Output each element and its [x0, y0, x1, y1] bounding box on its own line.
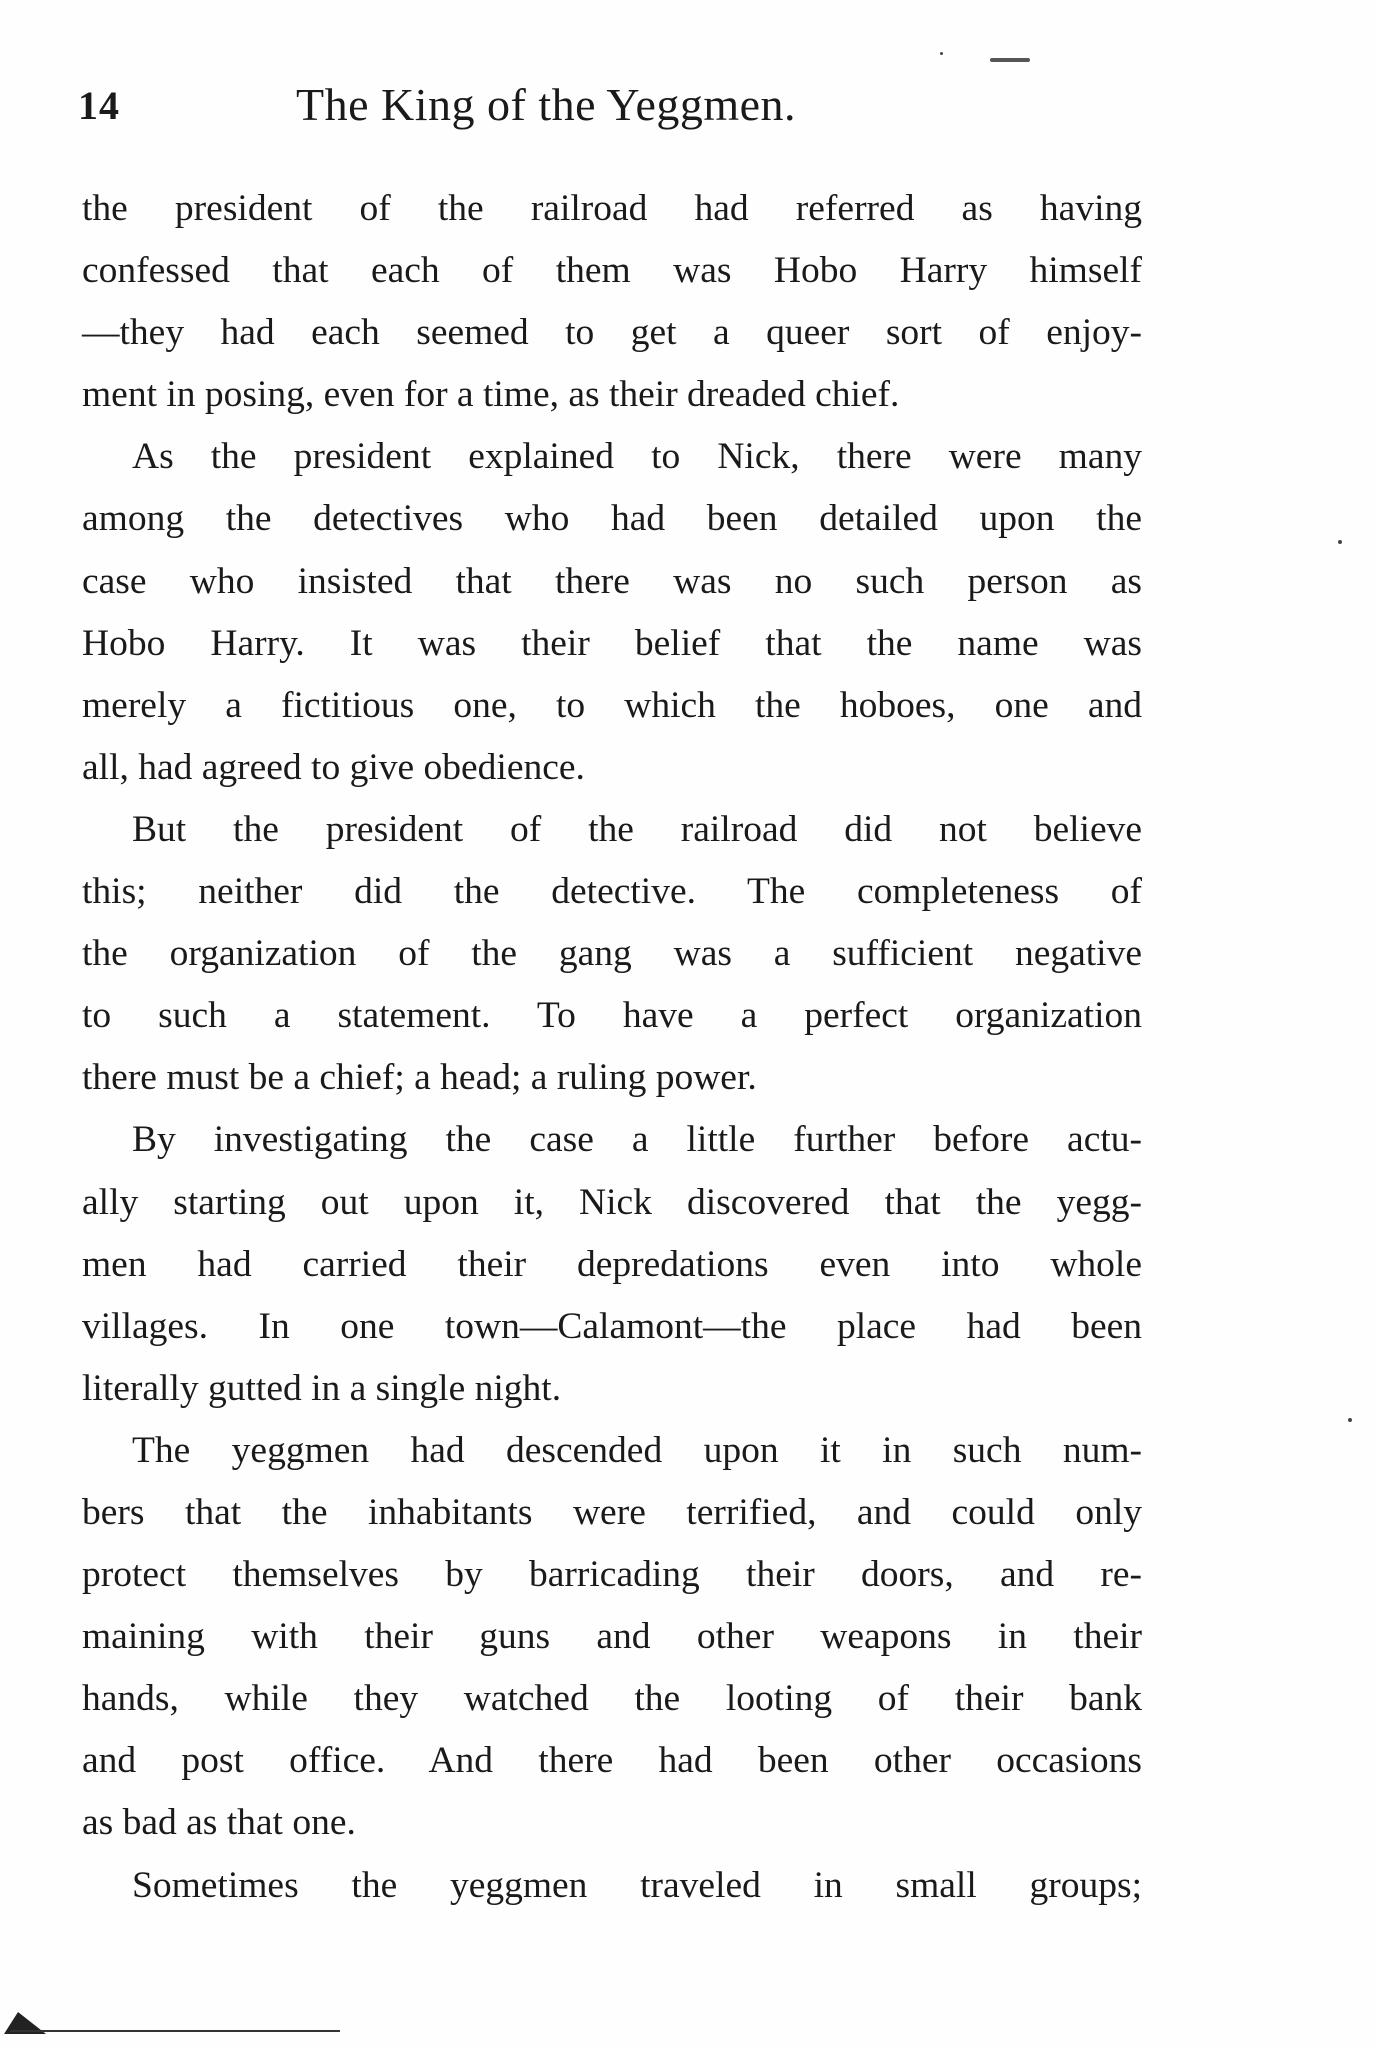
ink-speck [940, 52, 943, 55]
text-line: ally starting out upon it, Nick discovered that the yegg- [82, 1181, 1142, 1223]
text-line: as bad as that one. [82, 1802, 356, 1844]
paragraph-first-line: By investigating the case a little further before actu- [132, 1119, 1142, 1161]
text-line: the organization of the gang was a sufficient negative [82, 933, 1142, 975]
ink-speck [1338, 540, 1342, 544]
paragraph-first-line: The yeggmen had descended upon it in such num- [132, 1429, 1142, 1471]
body-text [82, 178, 1142, 1917]
text-line: and post office. And there had been other occasions [82, 1740, 1142, 1782]
text-line: maining with their guns and other weapons in their [82, 1616, 1142, 1658]
text-line: ment in posing, even for a time, as their dreaded chief. [82, 374, 900, 416]
page-number: 14 [78, 83, 120, 128]
text-line: men had carried their depredations even into whole [82, 1243, 1142, 1285]
text-line: to such a statement. To have a perfect organization [82, 995, 1142, 1037]
text-line: the president of the railroad had referred as having [82, 188, 1142, 229]
text-line: among the detectives who had been detailed upon the [82, 498, 1142, 540]
ink-speck [1348, 1418, 1352, 1422]
text-line: there must be a chief; a head; a ruling power. [82, 1057, 757, 1099]
paragraph-first-line: Sometimes the yeggmen traveled in small groups; [132, 1864, 1142, 1906]
bottom-rule [10, 2030, 340, 2032]
text-line: all, had agreed to give obedience. [82, 746, 585, 788]
text-line: confessed that each of them was Hobo Harry himself [82, 250, 1142, 292]
page-header [78, 78, 958, 148]
text-line: this; neither did the detective. The completeness of [82, 871, 1142, 913]
text-line: Hobo Harry. It was their belief that the name was [82, 622, 1142, 664]
ink-speck [990, 58, 1030, 62]
text-line: case who insisted that there was no such person as [82, 560, 1142, 602]
paragraph-first-line: But the president of the railroad did not believe [132, 808, 1142, 850]
text-line: merely a fictitious one, to which the hoboes, one and [82, 684, 1142, 726]
text-line: —they had each seemed to get a queer sort of enjoy- [82, 312, 1142, 354]
text-line: hands, while they watched the looting of their bank [82, 1678, 1142, 1720]
running-title: The King of the Yeggmen. [296, 79, 797, 130]
text-line: bers that the inhabitants were terrified, and could only [82, 1491, 1142, 1533]
text-line: literally gutted in a single night. [82, 1367, 562, 1409]
text-line: protect themselves by barricading their doors, and re- [82, 1554, 1142, 1596]
paragraph-first-line: As the president explained to Nick, there were many [132, 436, 1142, 478]
text-line: villages. In one town—Calamont—the place had been [82, 1305, 1142, 1347]
